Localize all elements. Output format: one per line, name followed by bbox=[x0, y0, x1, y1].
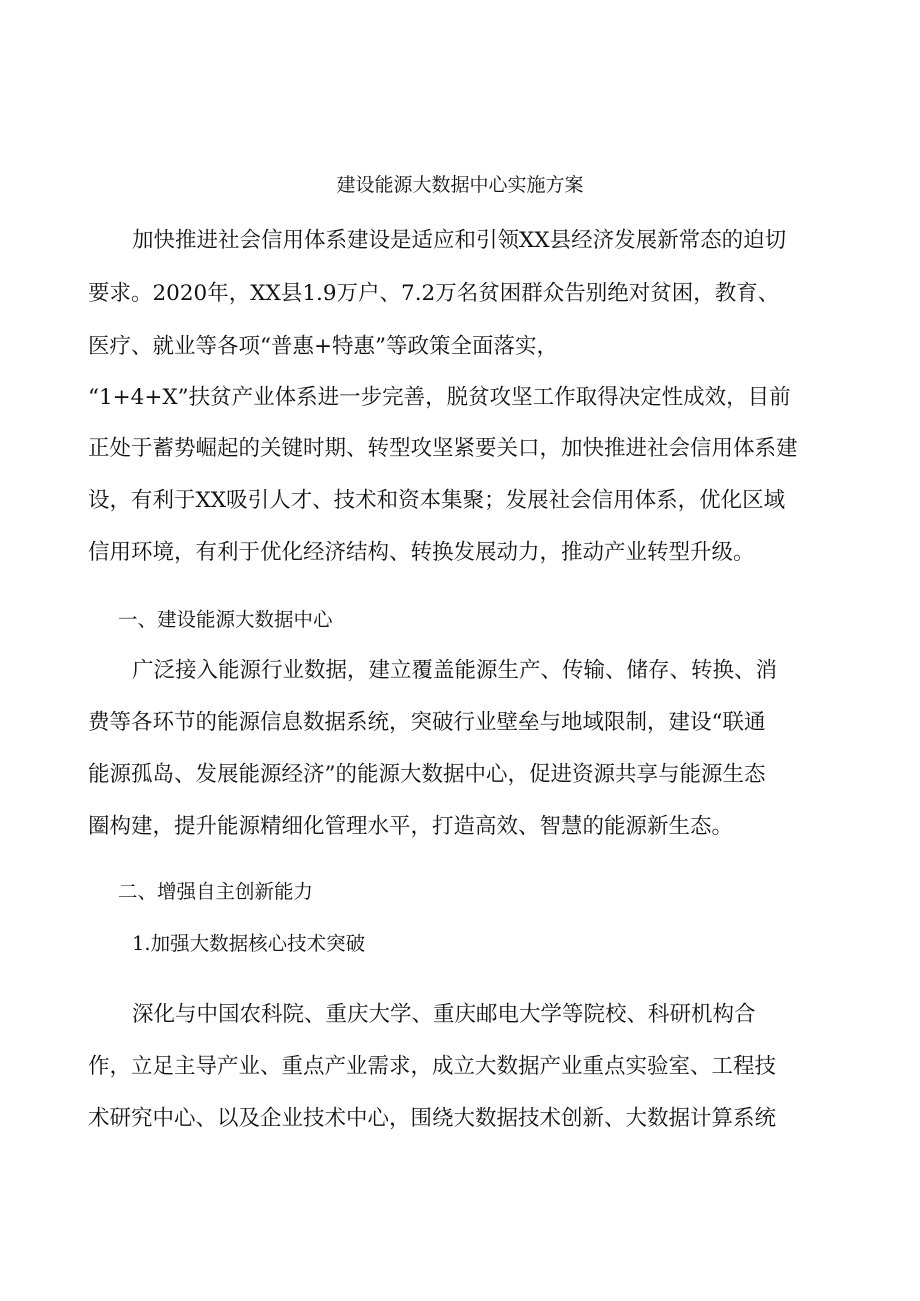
section-paragraph-line: 广泛接入能源行业数据，建立覆盖能源生产、传输、储存、转换、消 bbox=[132, 658, 778, 683]
intro-paragraph-line: 正处于蓄势崛起的关键时期、转型攻坚紧要关口，加快推进社会信用体系建 bbox=[88, 436, 798, 461]
section-paragraph-line: 圈构建，提升能源精细化管理水平，打造高效、智慧的能源新生态。 bbox=[88, 814, 734, 839]
subsection-paragraph-line: 作，立足主导产业、重点产业需求，成立大数据产业重点实验室、工程技 bbox=[88, 1054, 777, 1079]
intro-paragraph-line: “1+4+X”扶贫产业体系进一步完善，脱贫攻坚工作取得决定性成效，目前 bbox=[88, 385, 791, 410]
intro-paragraph-line: 加快推进社会信用体系建设是适应和引领XX县经济发展新常态的迫切 bbox=[132, 228, 787, 253]
subsection-heading: 1.加强大数据核心技术突破 bbox=[132, 932, 366, 955]
subsection-paragraph-line: 深化与中国农科院、重庆大学、重庆邮电大学等院校、科研机构合 bbox=[132, 1002, 756, 1027]
section-paragraph-line: 能源孤岛、发展能源经济”的能源大数据中心，促进资源共享与能源生态 bbox=[88, 762, 766, 787]
intro-paragraph-line: 医疗、就业等各项“普惠+特惠”等政策全面落实， bbox=[88, 334, 558, 359]
intro-paragraph-line: 要求。2020年，XX县1.9万户、7.2万名贫困群众告别绝对贫困，教育、 bbox=[88, 281, 780, 306]
section-heading: 一、建设能源大数据中心 bbox=[118, 608, 333, 631]
subsection-paragraph-line: 术研究中心、以及企业技术中心，围绕大数据技术创新、大数据计算系统 bbox=[88, 1106, 777, 1131]
document-title: 建设能源大数据中心实施方案 bbox=[336, 174, 584, 196]
section-paragraph-line: 费等各环节的能源信息数据系统，突破行业壁垒与地域限制，建设“联通 bbox=[88, 710, 766, 735]
intro-paragraph-line: 信用环境，有利于优化经济结构、转换发展动力，推动产业转型升级。 bbox=[88, 540, 755, 565]
section-heading: 二、增强自主创新能力 bbox=[118, 880, 314, 903]
intro-paragraph-line: 设，有利于XX吸引人才、技术和资本集聚；发展社会信用体系，优化区域 bbox=[88, 488, 786, 513]
